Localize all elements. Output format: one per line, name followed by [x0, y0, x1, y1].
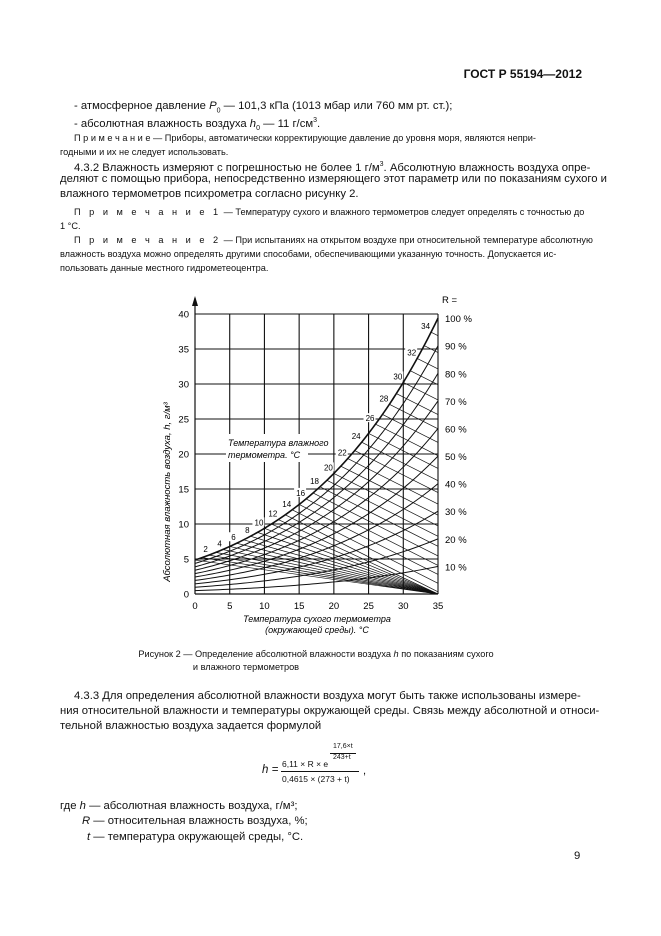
wet-bulb-line	[334, 473, 438, 526]
section-4-3-2-line3: влажного термометров психрометра согласно рисунку 2.	[60, 188, 359, 200]
x-tick-label: 5	[227, 601, 233, 612]
definition-h: где h — абсолютная влажность воздуха, г/м³;	[60, 800, 298, 812]
wet-bulb-label: 10	[254, 518, 264, 528]
y-tick-label: 15	[178, 484, 189, 496]
x-tick-label: 35	[432, 601, 444, 612]
wet-bulb-label: 18	[310, 476, 319, 486]
r-label: 50 %	[445, 452, 467, 464]
document-header: ГОСТ Р 55194—2012	[463, 67, 582, 81]
formula-denominator: 0,4615 × (273 + t)	[282, 774, 350, 784]
x-tick-label: 20	[328, 601, 340, 612]
y-tick-label: 10	[178, 519, 189, 531]
formula-exp-den: 243+t	[333, 754, 351, 761]
wet-bulb-label: 30	[393, 372, 403, 382]
wet-bulb-line	[431, 332, 438, 336]
x-tick-label: 30	[397, 601, 409, 612]
definition-t: t — температура окружающей среды, °С.	[87, 831, 304, 843]
y-tick-labels	[178, 310, 189, 601]
r-label: 90 %	[445, 341, 467, 353]
section-4-3-3-line1: 4.3.3 Для определения абсолютной влажности воздуха могут быть также использованы измере-	[74, 690, 581, 702]
wet-bulb-label: 12	[268, 509, 278, 519]
x-tick-labels	[192, 601, 443, 612]
wet-bulb-label: 32	[407, 348, 417, 358]
wet-bulb-label: 34	[421, 322, 431, 332]
wet-bulb-title-line2: термометра. °С	[228, 450, 301, 460]
r-label: 80 %	[445, 369, 467, 381]
y-axis-label: Абсолютная влажность воздуха, h, г/м³	[162, 402, 173, 582]
wet-bulb-label: 26	[365, 414, 375, 424]
formula	[262, 743, 382, 793]
wet-bulb-label: 14	[282, 499, 292, 509]
x-tick-label: 10	[259, 601, 270, 612]
x-tick-label: 0	[192, 601, 198, 612]
wet-bulb-label: 24	[351, 432, 361, 442]
y-tick-label: 40	[178, 309, 189, 321]
r-label: 10 %	[445, 562, 467, 574]
wet-bulb-label: 22	[337, 448, 347, 458]
section-4-3-3-line2: ния относительной влажности и температуры окружающей среды. Связь между абсолютной и относи-	[60, 705, 600, 717]
definition-r: R — относительная влажность воздуха, %;	[82, 815, 308, 827]
wet-bulb-line	[223, 550, 438, 594]
r-label: 20 %	[445, 534, 467, 546]
wet-bulb-line	[257, 532, 438, 594]
wet-bulb-line	[320, 487, 438, 546]
wet-bulb-label: 6	[231, 533, 236, 543]
r-label: 30 %	[445, 507, 467, 519]
note-sea-level: П р и м е ч а н и е — Приборы, автоматически корректирующие давление до уровня моря, являются непри-	[74, 133, 536, 143]
section-4-3-3-line3: тельной влажностью воздуха задается формулой	[60, 720, 322, 732]
wet-bulb-line	[292, 510, 438, 584]
r-header: R =	[442, 295, 458, 306]
y-tick-label: 5	[183, 554, 189, 566]
wet-bulb-line	[403, 382, 438, 400]
section-4-3-2-line1: 4.3.2 Влажность измеряют с погрешностью не более 1 $г/м^3$. Абсолютную влажность воздуха опре-	[74, 161, 591, 174]
page-number: 9	[574, 850, 581, 862]
wet-bulb-label: 2	[203, 545, 208, 555]
note-2-line3: пользовать данные местного гидрометеоцентра.	[60, 263, 269, 273]
wet-bulb-line	[389, 404, 438, 429]
wet-bulb-label: 4	[217, 539, 222, 549]
x-tick-label: 15	[293, 601, 305, 612]
wet-bulb-line	[417, 358, 438, 369]
wet-bulb-line	[285, 515, 438, 592]
y-axis-arrow	[192, 296, 198, 306]
wet-bulb-line	[237, 543, 438, 594]
list-item-pressure: - атмосферное давление $P_0$ — 101,3 кПа (1013 мбар или 760 мм рт. ст.);	[74, 100, 453, 115]
wet-bulb-line	[410, 371, 438, 385]
r-labels	[445, 314, 472, 573]
wet-bulb-line	[244, 540, 438, 594]
wet-bulb-label: 16	[296, 488, 306, 498]
formula-exp-num: 17,6×t	[333, 743, 353, 750]
r-label: 60 %	[445, 424, 467, 436]
note-2-line2: влажность воздуха можно определять другими способами, обеспечивающими указанную точность. Допускается ис-	[60, 249, 557, 259]
y-tick-label: 20	[178, 449, 189, 461]
section-4-3-2-line2: деляют с помощью прибора, непосредственно измеряющего этот параметр или по показаниям сухого и	[60, 173, 607, 185]
r-label: 100 %	[445, 314, 472, 326]
wet-bulb-label: 20	[323, 463, 333, 473]
note-1-cont: 1 °С.	[60, 221, 81, 231]
y-tick-label: 35	[178, 344, 189, 356]
r-label: 70 %	[445, 396, 467, 408]
wet-bulb-label: 8	[245, 526, 250, 536]
formula-tail: ,	[363, 765, 367, 777]
note-sea-level-cont: годными и их не следует использовать.	[60, 147, 229, 157]
list-item-humidity: - абсолютная влажность воздуха $h_0$ — 11 $г/см^3$.	[74, 117, 321, 133]
formula-numerator: 6,11 × R × e	[282, 759, 329, 769]
formula-lhs: h =	[262, 764, 279, 776]
x-axis-label-line1: Температура сухого термометра	[243, 614, 391, 624]
figure-caption-line1: Рисунок 2 — Определение абсолютной влажности воздуха h по показаниям сухого	[138, 649, 494, 659]
wet-bulb-title-line1: Температура влажного	[228, 438, 329, 448]
x-tick-label: 25	[363, 601, 374, 612]
wet-bulb-line	[355, 451, 438, 493]
psychrometric-chart	[150, 292, 490, 640]
y-tick-label: 30	[178, 379, 189, 391]
wet-bulb-label: 28	[379, 394, 389, 404]
y-tick-label: 0	[183, 589, 189, 601]
note-2: П р и м е ч а н и е 2 — При испытаниях на открытом воздухе при относительной температуре абсолютную	[74, 235, 593, 245]
x-axis-label-line2: (окружающей среды). °С	[265, 625, 369, 635]
figure-caption-line2: и влажного термометров	[192, 662, 300, 672]
r-label: 40 %	[445, 479, 467, 491]
note-1: П р и м е ч а н и е 1 — Температуру сухого и влажного термометров следует определять с точностью до	[74, 207, 585, 217]
y-tick-label: 25	[178, 414, 189, 426]
